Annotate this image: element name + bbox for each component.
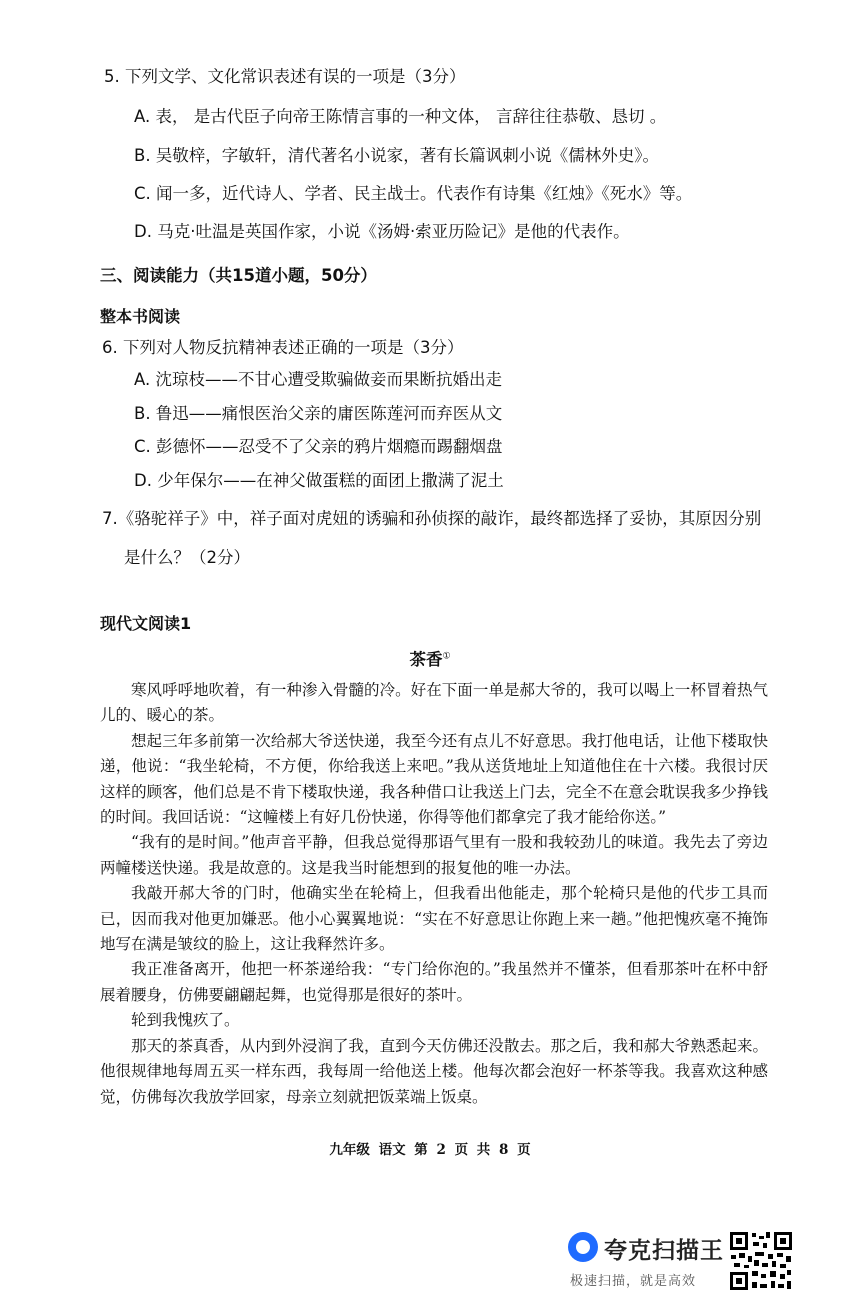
article-paragraph: 我敲开郝大爷的门时，他确实坐在轮椅上，但我看出他能走，那个轮椅只是他的代步工具而已，因而我对他更加嫌恶。他小心翼翼地说：“实在不好意思让你跑上来一趟。”他把愧疚毫不掩饰地写在满是皱纹的脸上，这让我释然许多。 xyxy=(100,884,768,954)
article-title-text: 茶香 xyxy=(409,650,443,669)
question-5-option-c: C. 闻一多，近代诗人、学者、民主战士。代表作有诗集《红烛》《死水》等。 xyxy=(134,184,693,203)
question-5-option-b: B. 吴敬梓，字敏轩，清代著名小说家，著有长篇讽刺小说《儒林外史》。 xyxy=(134,146,660,165)
article-body xyxy=(100,678,768,1110)
whole-book-heading: 整本书阅读 xyxy=(100,307,181,326)
scanner-logo-icon xyxy=(568,1232,598,1262)
article-paragraph: 想起三年多前第一次给郝大爷送快递，我至今还有点儿不好意思。我打他电话，让他下楼取快递，他说：“我坐轮椅，不方便，你给我送上来吧。”我从送货地址上知道他住在十六楼。我很讨厌这样的顾客，他们总是不肯下楼取快递，我各种借口让我送上门去，完全不在意会耽误我多少挣钱的时间。我回话说：“这幢楼上有好几份快递，你得等他们都拿完了我才能给你送。” xyxy=(100,731,768,827)
article-paragraph: 我正准备离开，他把一杯茶递给我：“专门给你泡的。”我虽然并不懂茶，但看那茶叶在杯中舒展着腰身，仿佛要翩翩起舞，也觉得那是很好的茶叶。 xyxy=(100,960,768,1004)
article-paragraph: 寒风呼呼地吹着，有一种渗入骨髓的冷。好在下面一单是郝大爷的，我可以喝上一杯冒着热气儿的、暖心的茶。 xyxy=(100,681,768,725)
scanner-watermark xyxy=(568,1230,798,1292)
scanner-app-name: 夸克扫描王 xyxy=(604,1238,724,1264)
question-6-option-c: C. 彭德怀——忍受不了父亲的鸦片烟瘾而踢翻烟盘 xyxy=(134,437,503,456)
article-paragraph: 轮到我愧疚了。 xyxy=(131,1011,240,1030)
question-6-option-d: D. 少年保尔——在神父做蛋糕的面团上撒满了泥土 xyxy=(134,471,504,490)
question-6-option-b: B. 鲁迅——痛恨医治父亲的庸医陈莲河而弃医从文 xyxy=(134,404,503,423)
question-7-line-2: 是什么？（2分） xyxy=(124,548,250,567)
article-title xyxy=(0,646,860,670)
question-7-line-1: 7.《骆驼祥子》中，祥子面对虎妞的诱骗和孙侦探的敲诈，最终都选择了妥协，其原因分别 xyxy=(102,509,762,528)
qr-code-icon xyxy=(728,1230,794,1292)
question-5-option-d: D. 马克·吐温是英国作家，小说《汤姆·索亚历险记》是他的代表作。 xyxy=(134,222,630,241)
article-paragraph: “我有的是时间。”他声音平静，但我总觉得那语气里有一股和我较劲儿的味道。我先去了旁边两幢楼送快递。我是故意的。这是我当时能想到的报复他的唯一办法。 xyxy=(100,833,768,877)
question-6-stem: 6. 下列对人物反抗精神表述正确的一项是（3分） xyxy=(102,338,464,357)
page-footer: 九年级 语文 第 2 页 共 8 页 xyxy=(329,1142,531,1158)
question-5-stem: 5. 下列文学、文化常识表述有误的一项是（3分） xyxy=(104,67,466,86)
scanner-slogan: 极速扫描，就是高效 xyxy=(570,1274,697,1289)
modern-reading-heading: 现代文阅读1 xyxy=(100,614,192,633)
section-3-heading: 三、阅读能力（共15道小题，50分） xyxy=(100,266,377,285)
question-5-option-a: A. 表， 是古代臣子向帝王陈情言事的一种文体， 言辞往往恭敬、恳切 。 xyxy=(134,107,667,126)
footnote-mark: ① xyxy=(442,651,451,662)
question-6-option-a: A. 沈琼枝——不甘心遭受欺骗做妾而果断抗婚出走 xyxy=(134,370,502,389)
article-paragraph: 那天的茶真香，从内到外浸润了我，直到今天仿佛还没散去。那之后，我和郝大爷熟悉起来。他很规律地每周五买一样东西，我每周一给他送上楼。他每次都会泡好一杯茶等我。我喜欢这种感觉，仿佛每次我放学回家，母亲立刻就把饭菜端上饭桌。 xyxy=(100,1036,768,1106)
